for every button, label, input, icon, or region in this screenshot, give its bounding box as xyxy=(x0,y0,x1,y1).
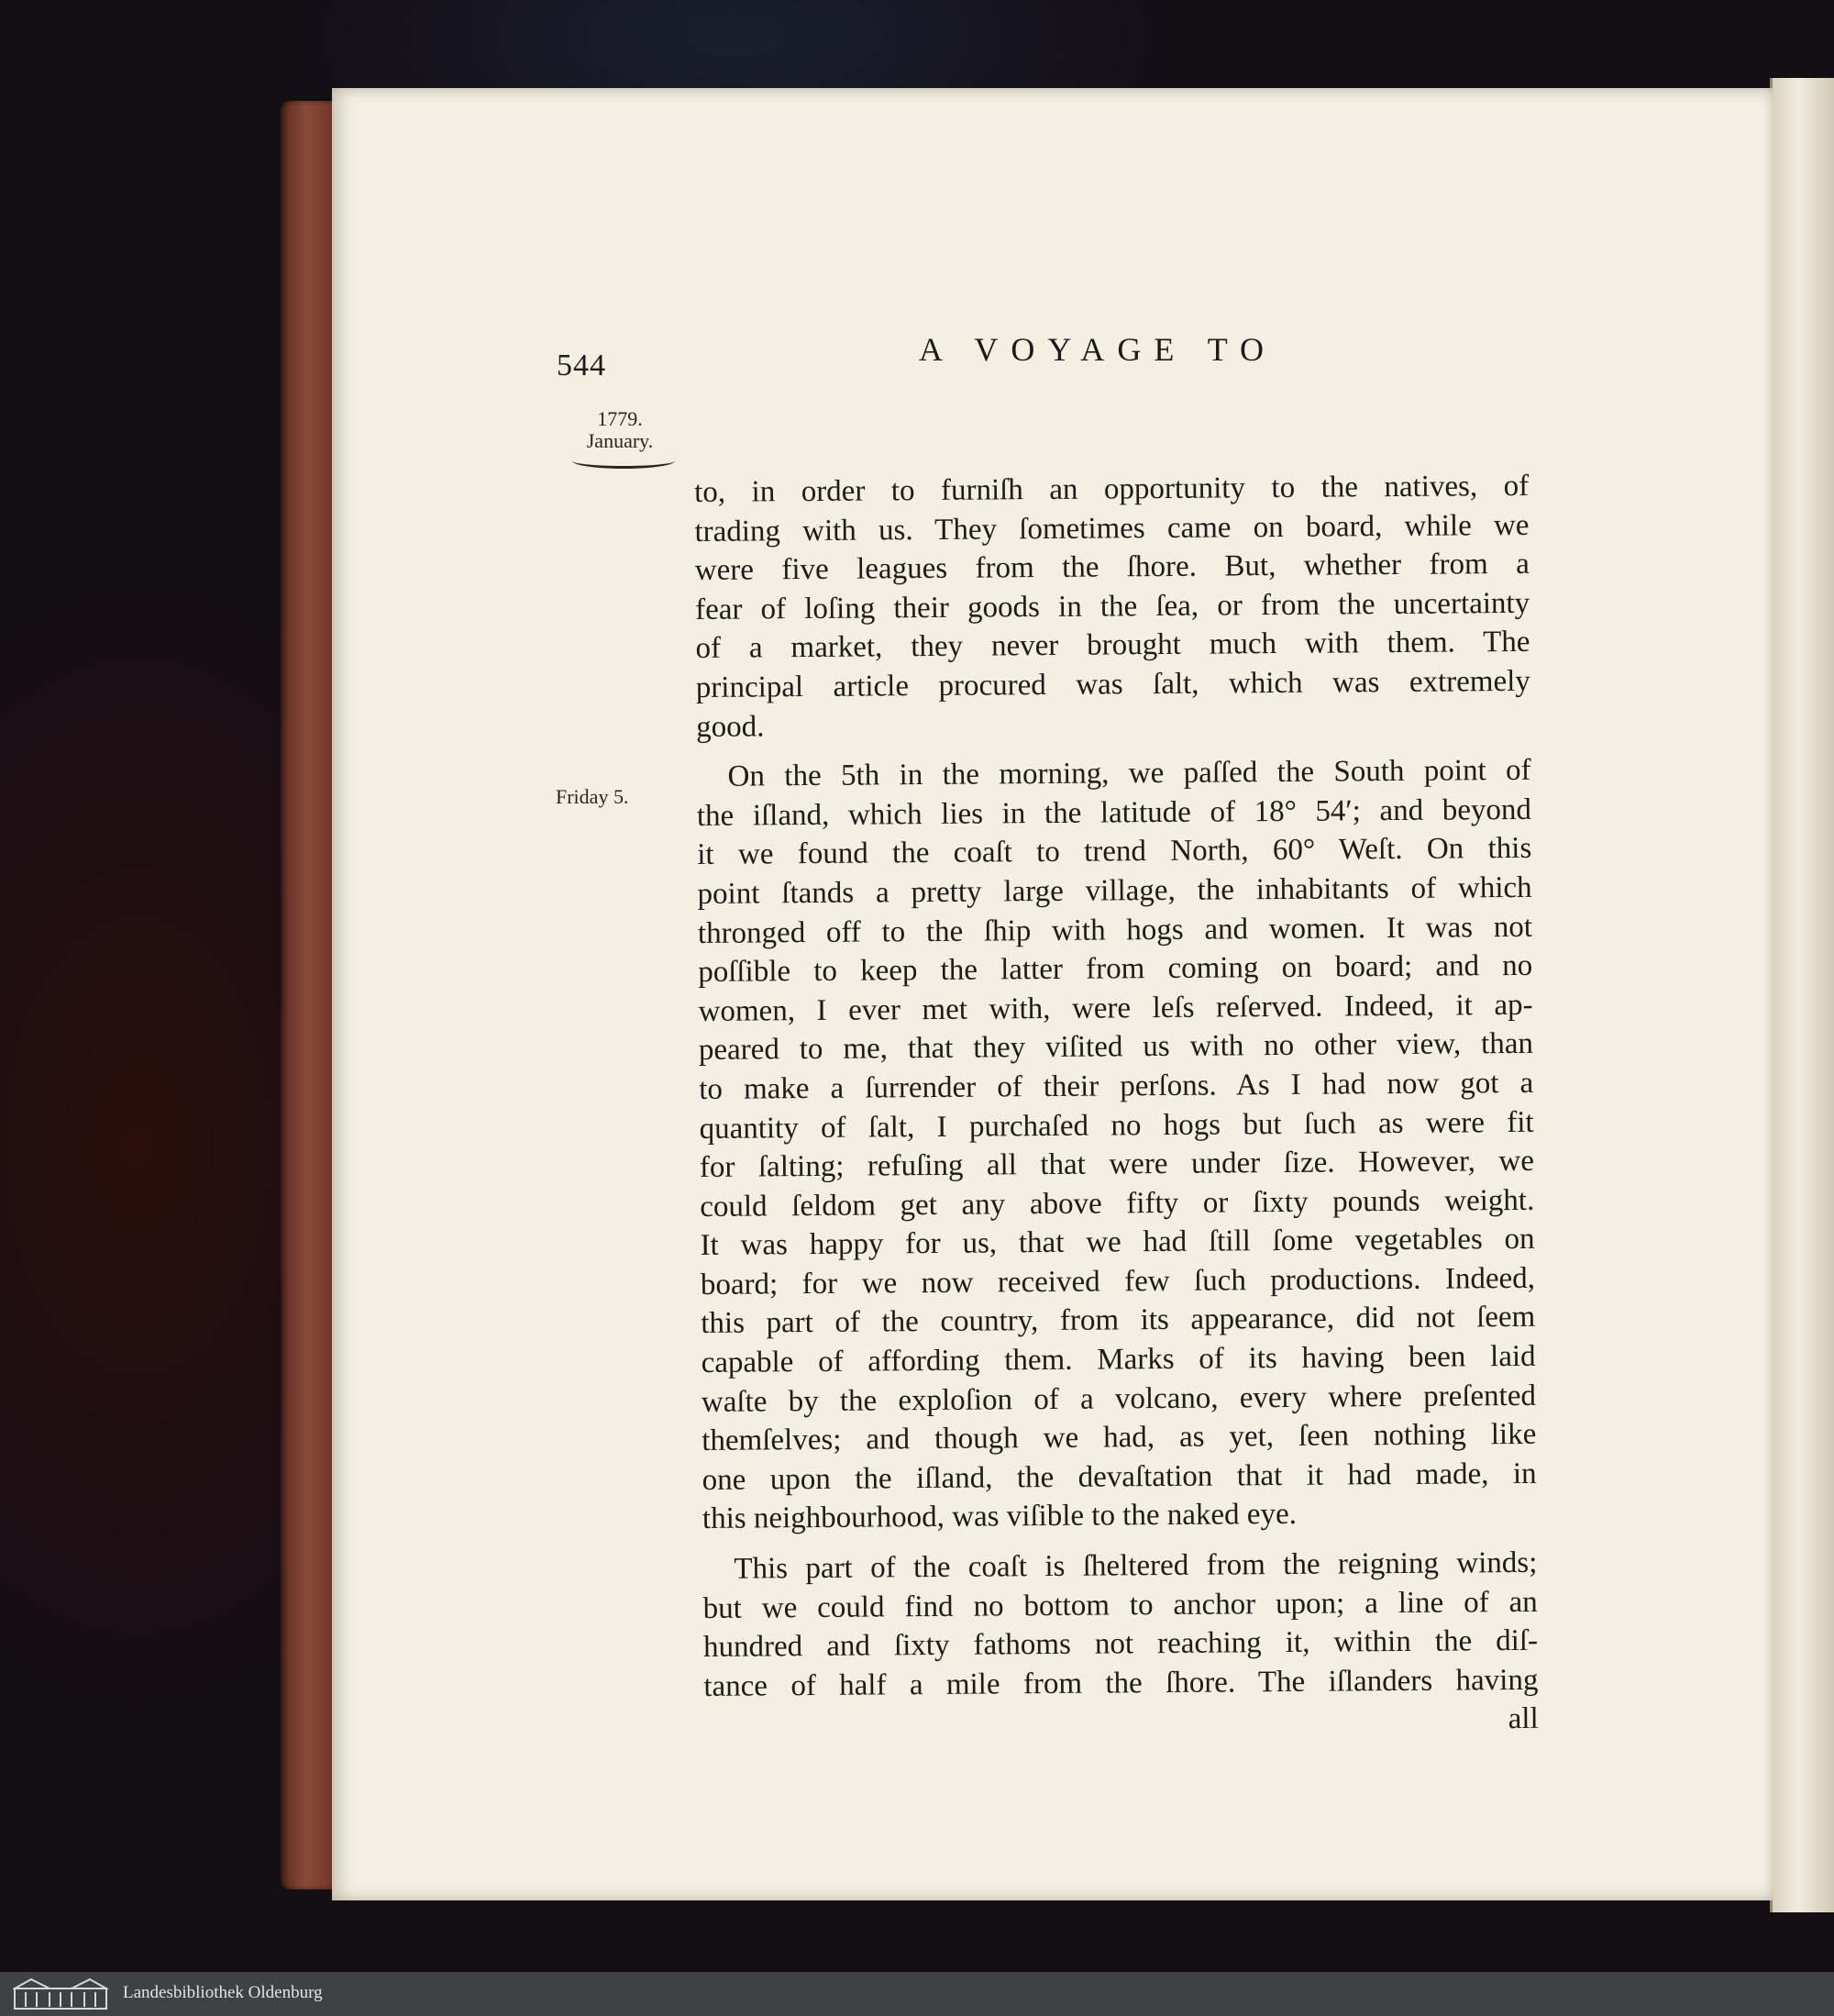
text-line: good. xyxy=(696,709,765,744)
text-line: themſelves; and though we had, as yet, ſeen nothing like xyxy=(702,1418,1537,1458)
text-line: one upon the iſland, the devaſtation that it had made, in xyxy=(702,1457,1537,1497)
text-line: the iſland, which lies in the latitude of 18° 54′; and beyond xyxy=(696,792,1532,833)
text-line: this part of the country, from its appearance, did not ſeem xyxy=(701,1301,1536,1341)
text-line: fear of loſing their goods in the ſea, or from the uncertainty xyxy=(695,586,1530,626)
text-line: peared to me, that they viſited us with no other view, than xyxy=(698,1027,1534,1068)
text-line: This part of the coaſt is ſheltered from the reigning winds; xyxy=(734,1545,1538,1586)
text-line: women, I ever met with, were leſs reſerved. Indeed, it ap- xyxy=(698,988,1533,1028)
text-line: board; for we now received few ſuch productions. Indeed, xyxy=(700,1261,1536,1302)
catchword: all xyxy=(1508,1702,1539,1736)
text-line: It was happy for us, that we had ſtill ſome vegetables on xyxy=(700,1223,1535,1263)
text-line: of a market, they never brought much with them. The xyxy=(695,626,1530,666)
text-line: were five leagues from the ſhore. But, whether from a xyxy=(694,548,1530,588)
text-line: quantity of ſalt, I purchaſed no hogs but ſuch as were fit xyxy=(699,1105,1534,1146)
paragraph-1 xyxy=(694,467,1530,747)
running-title: A VOYAGE TO xyxy=(919,331,1277,368)
text-line: On the 5th in the morning, we paſſed the South point of xyxy=(727,753,1531,793)
text-line: but we could find no bottom to anchor upon; a line of an xyxy=(702,1585,1538,1625)
text-line: poſſible to keep the latter from coming on board; and no xyxy=(698,948,1533,990)
library-name: Landesbibliothek Oldenburg xyxy=(123,1983,323,2002)
text-line: it we found the coaſt to trend North, 60° Weſt. On this xyxy=(697,832,1532,872)
paragraph-2 xyxy=(696,751,1537,1539)
text-line: capable of affording them. Marks of its having been laid xyxy=(701,1339,1536,1380)
text-line: trading with us. They ſometimes came on board, while we xyxy=(694,508,1530,548)
library-building-icon xyxy=(13,1977,108,2010)
text-line: could ſeldom get any above fifty or ſixty pounds weight. xyxy=(700,1183,1535,1224)
text-line: for ſalting; refuſing all that were under ſize. However, we xyxy=(699,1144,1535,1185)
text-line: principal article procured was ſalt, which was extremely xyxy=(695,664,1530,704)
text-line: this neighbourhood, was viſible to the naked eye. xyxy=(702,1498,1298,1536)
text-line: hundred and ſixty fathoms not reaching it, within the diſ- xyxy=(702,1624,1539,1665)
footer-bar xyxy=(0,1972,1834,2016)
text-line: to make a ſurrender of their perſons. As I had now got a xyxy=(699,1066,1534,1106)
margin-month: January. xyxy=(586,429,654,452)
text-line: waſte by the exploſion of a volcano, every where preſented xyxy=(701,1379,1537,1419)
page-number: 544 xyxy=(557,349,606,382)
text-line: point ſtands a pretty large village, the inhabitants of which xyxy=(697,870,1532,911)
margin-year: 1779. xyxy=(597,407,643,430)
text-line: thronged off to the ſhip with hogs and women. It was not xyxy=(697,910,1533,950)
text-line: to, in order to furniſh an opportunity to the natives, of xyxy=(694,469,1530,509)
text-line: tance of half a mile from the ſhore. The iſlanders having xyxy=(703,1663,1539,1703)
book-page xyxy=(332,88,1773,1900)
paragraph-3 xyxy=(702,1544,1539,1745)
body-text xyxy=(694,467,1539,1745)
margin-date: Friday 5. xyxy=(556,785,629,808)
margin-brace xyxy=(572,453,675,469)
